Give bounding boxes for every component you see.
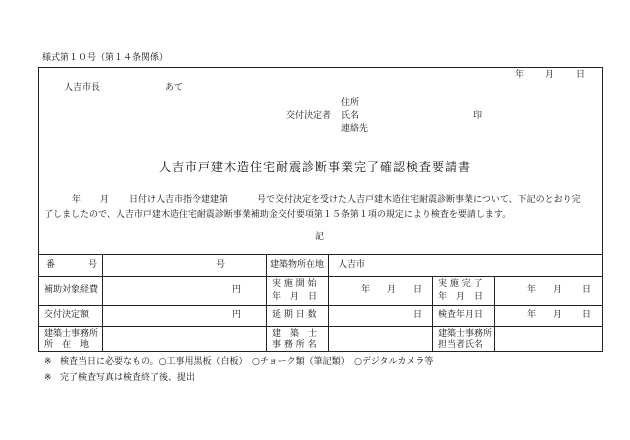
cell-inspection-year: 年 [527,310,537,320]
note-mark: ※ [44,373,52,383]
addressee-name: 人吉市長 [64,83,101,93]
table-row-line [38,305,603,306]
cell-office-location-label-b: 所 在 地 [44,340,90,350]
cell-inspection-day: 日 [582,310,592,320]
cell-office-contact-label-a: 建築士事務所 [438,329,493,339]
note-text: 完了検査写真は検査終了後、提出 [60,373,196,383]
cell-inspection-month: 月 [553,310,563,320]
note-mark: ※ [44,357,52,367]
body-year: 年 [72,195,82,205]
cell-start-month: 月 [387,285,397,295]
seal-mark: 印 [473,111,483,121]
table-col-line [432,276,433,352]
cell-subsidy-cost-label: 補助対象経費 [44,285,99,295]
table-top-line [38,254,603,255]
cell-building-location-value: 人吉市 [338,260,366,270]
table-col-line [266,254,267,352]
name-label: 氏名 [341,111,360,121]
cell-start-day: 日 [413,285,423,295]
cell-inspection-date-label: 検査年月日 [438,310,484,320]
cell-complete-sub: 年 月 日 [438,292,484,302]
applicant-role-label: 交付決定者 [286,111,332,121]
cell-start-label: 実 施 開 始 [272,279,317,289]
table-col-line [328,254,329,352]
cell-grant-amount-label: 交付決定額 [44,310,90,320]
table-col-line [102,254,103,352]
cell-subsidy-cost-unit: 円 [232,285,242,295]
cell-extension-days-label: 延 期 日 数 [272,310,317,320]
cell-number-label-a: 番 [46,260,56,270]
cell-extension-days-unit: 日 [413,310,423,320]
body-month: 月 [100,195,110,205]
cell-complete-month: 月 [553,285,563,295]
table-row-line [38,276,603,277]
cell-complete-label: 実 施 完 了 [438,279,483,289]
cell-grant-amount-unit: 円 [232,310,242,320]
table-row-line [38,326,603,327]
date-day: 日 [576,70,586,80]
note-text: 検査当日に必要なもの。○工事用黒板（白板） ○チョーク類（筆記類） ○デジタルカメラ等 [60,357,434,367]
address-label: 住所 [341,98,360,108]
cell-building-location-label: 建築物所在地 [270,260,325,270]
date-month: 月 [545,70,555,80]
cell-complete-year: 年 [527,285,537,295]
cell-number-unit: 号 [216,260,226,270]
form-number: 様式第１０号（第１４条関係） [42,53,169,63]
cell-office-location-label-a: 建築士事務所 [44,329,99,339]
cell-architect-label-b: 事 務 所 名 [272,340,317,350]
addressee-ate: あて [165,83,184,93]
cell-start-year: 年 [361,285,371,295]
cell-complete-day: 日 [582,285,592,295]
cell-office-contact-label-b: 担当者氏名 [438,340,484,350]
date-year: 年 [515,70,525,80]
cell-number-label-b: 号 [88,260,98,270]
body-line1-rest: 号で交付決定を受けた人吉戸建木造住宅耐震診断事業について、下記のとおり完 [257,195,581,205]
table-col-line [494,276,495,352]
contact-label: 連絡先 [341,124,369,134]
ki-mark: 記 [315,232,325,242]
cell-architect-label-a: 建 築 士 [272,329,318,339]
body-line2: 了しましたので、人吉市戸建木造住宅耐震診断事業補助金交付要項第１５条第１項の規定により検査を要請します。 [44,210,512,220]
body-day-text: 日付け人吉市指令建建第 [129,195,229,205]
document-title: 人吉市戸建木造住宅耐震診断事業完了確認検査要請書 [158,160,471,174]
cell-start-sub: 年 月 日 [272,292,318,302]
